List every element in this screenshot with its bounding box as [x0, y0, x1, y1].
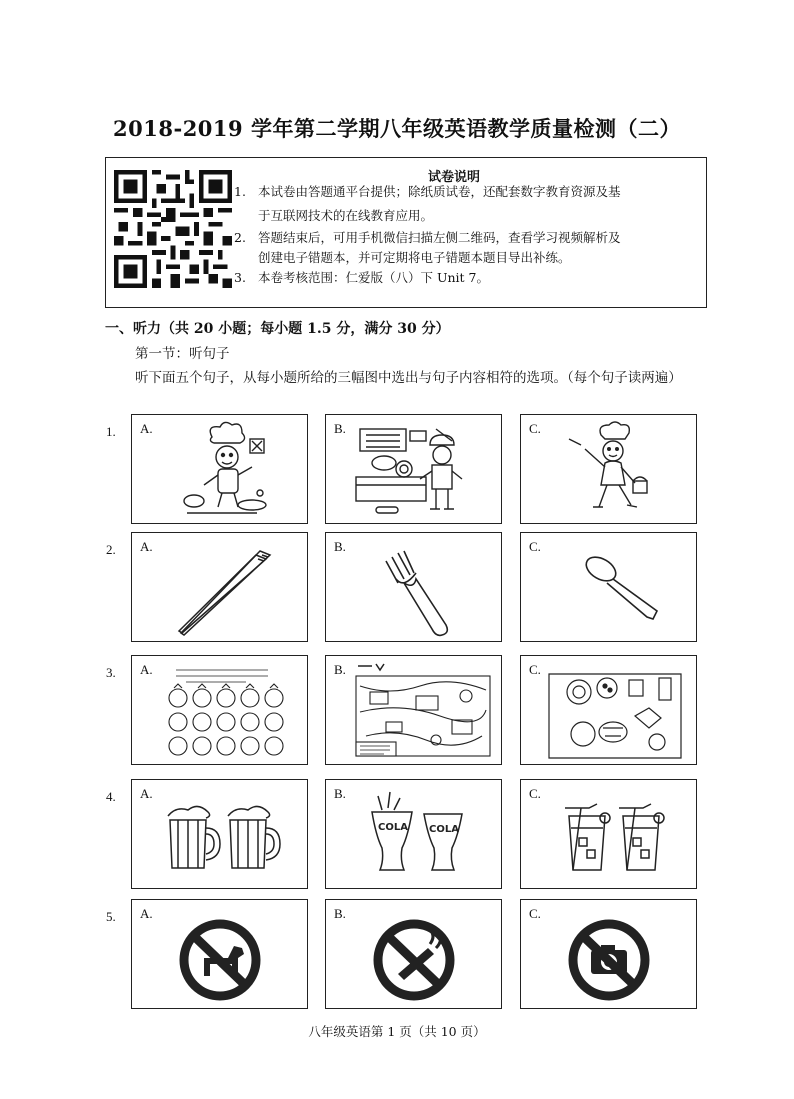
option-letter: A. [140, 906, 153, 921]
option-letter: C. [529, 421, 541, 436]
info-item: 1. 本试卷由答题通平台提供；除纸质试卷，还配套数字教育资源及基 [234, 184, 621, 199]
option-1c[interactable] [520, 414, 697, 524]
spoon-icon [521, 533, 698, 643]
beer-mugs-icon [132, 780, 309, 890]
option-letter: A. [140, 421, 153, 436]
option-3c[interactable] [520, 655, 697, 765]
option-3b[interactable] [325, 655, 502, 765]
option-letter: C. [529, 786, 541, 801]
page-title: 2018-2019 学年第二学期八年级英语教学质量检测（二） [113, 116, 681, 141]
option-letter: B. [334, 421, 346, 436]
option-2a[interactable] [131, 532, 308, 642]
svg-text:COLA: COLA [429, 824, 459, 835]
option-4c[interactable] [520, 779, 697, 889]
option-3a[interactable] [131, 655, 308, 765]
option-4a[interactable] [131, 779, 308, 889]
page-footer: 八年级英语第 1 页（共 10 页） [308, 1024, 486, 1039]
info-item: 创建电子错题本，并可定期将电子错题本题目导出补练。 [258, 250, 571, 265]
chef-cooking-icon [132, 415, 309, 525]
option-letter: A. [140, 662, 153, 677]
no-photos-icon [521, 900, 698, 1010]
option-5b[interactable] [325, 899, 502, 1009]
no-smoking-icon [326, 900, 503, 1010]
option-letter: A. [140, 539, 153, 554]
info-item: 3. 本卷考核范围：仁爱版（八）下 Unit 7。 [234, 270, 490, 285]
info-item: 于互联网技术的在线教育应用。 [258, 208, 434, 223]
option-letter: B. [334, 539, 346, 554]
no-dogs-icon [132, 900, 309, 1010]
zoo-map-icon [326, 656, 503, 766]
menu-game-icon [132, 656, 309, 766]
option-1b[interactable] [325, 414, 502, 524]
exam-instructions-box [105, 157, 707, 308]
question-number: 1. [106, 424, 116, 439]
chef-kitchen-icon [326, 415, 503, 525]
info-item: 2. 答题结束后，可用手机微信扫描左侧二维码，查看学习视频解析及 [234, 230, 621, 245]
option-4b[interactable] [325, 779, 502, 889]
question-number: 3. [106, 665, 116, 680]
section-heading: 一、听力（共 20 小题；每小题 1.5 分，满分 30 分） [105, 321, 450, 337]
option-letter: B. [334, 906, 346, 921]
question-number: 5. [106, 909, 116, 924]
option-letter: C. [529, 539, 541, 554]
option-5a[interactable] [131, 899, 308, 1009]
chopsticks-icon [132, 533, 309, 643]
part-heading: 第一节：听句子 [135, 346, 230, 362]
question-number: 2. [106, 542, 116, 557]
option-letter: C. [529, 662, 541, 677]
qr-code-icon[interactable] [114, 170, 232, 288]
option-letter: A. [140, 786, 153, 801]
option-2c[interactable] [520, 532, 697, 642]
chef-walking-icon [521, 415, 698, 525]
option-letter: C. [529, 906, 541, 921]
option-letter: B. [334, 662, 346, 677]
option-1a[interactable] [131, 414, 308, 524]
section-instruction: 听下面五个句子，从每小题所给的三幅图中选出与句子内容相符的选项。（每个句子读两遍） [135, 370, 682, 386]
question-number: 4. [106, 789, 116, 804]
juice-glasses-icon [521, 780, 698, 890]
fork-icon [326, 533, 503, 643]
option-5c[interactable] [520, 899, 697, 1009]
food-table-icon [521, 656, 698, 766]
option-letter: B. [334, 786, 346, 801]
cola-glasses-icon [326, 780, 503, 890]
option-2b[interactable] [325, 532, 502, 642]
info-heading: 试卷说明 [427, 170, 480, 185]
svg-text:COLA: COLA [378, 822, 408, 833]
